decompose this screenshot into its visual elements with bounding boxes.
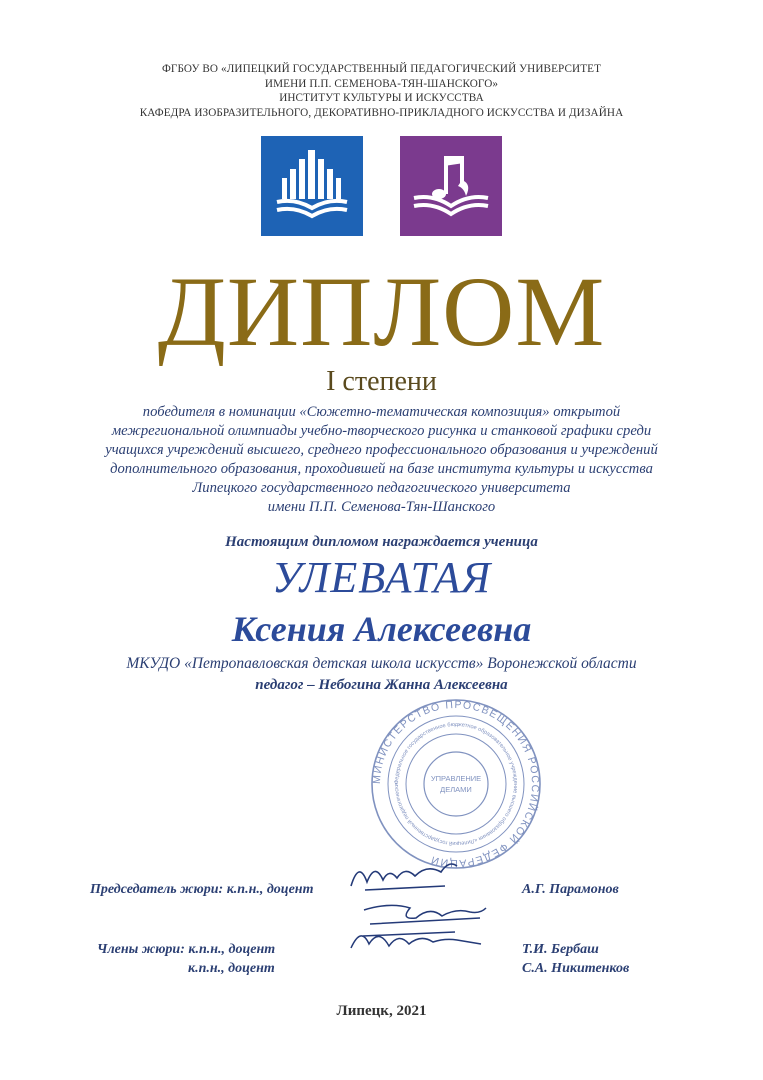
jury-chair-label: Председатель жюри: к.п.н., доцент — [90, 882, 314, 897]
header-line-4: КАФЕДРА ИЗОБРАЗИТЕЛЬНОГО, ДЕКОРАТИВНО-ПРИКЛАДНОГО ИСКУССТВА И ДИЗАЙНА — [139, 106, 624, 119]
seal-outer-text: МИНИСТЕРСТВО ПРОСВЕЩЕНИЯ РОССИЙСКОЙ ФЕДЕРАЦИИ — [370, 698, 542, 870]
jury-chair-name: А.Г. Парамонов — [522, 882, 619, 897]
recipient-teacher: педагог – Небогина Жанна Алексеевна — [255, 677, 508, 693]
description-line: межрегиональной олимпиады учебно-творческого рисунка и станковой графики среди — [111, 423, 652, 439]
description-line: учащихся учреждений высшего, среднего профессионального образования и учреждений — [105, 442, 658, 458]
city-year: Липецк, 2021 — [336, 1003, 427, 1019]
description-line: имени П.П. Семенова-Тян-Шанского — [267, 499, 496, 515]
diploma-degree: I степени — [326, 366, 437, 397]
recipient-name: Ксения Алексеевна — [231, 609, 532, 649]
seal-inner-text: Федеральное государственное бюджетное образовательное учреждение высшего образования «Липецкий государственный педагогически — [393, 721, 519, 847]
recipient-school: МКУДО «Петропавловская детская школа искусств» Воронежской области — [126, 655, 637, 672]
diploma-title: ДИПЛОМ — [157, 256, 606, 367]
official-seal-stamp — [370, 698, 542, 870]
description-line: победителя в номинации «Сюжетно-тематическая композиция» открытой — [142, 404, 621, 420]
music-note-book-logo-icon — [400, 136, 502, 236]
jury-member2-label: к.п.н., доцент — [188, 961, 275, 976]
jury-member1-name: Т.И. Бербаш — [522, 942, 599, 957]
institution-header — [0, 62, 763, 120]
awarded-text: Настоящим дипломом награждается ученица — [225, 534, 538, 550]
header-line-2: ИМЕНИ П.П. СЕМЕНОВА-ТЯН-ШАНСКОГО» — [264, 77, 499, 90]
university-book-logo-icon — [261, 136, 363, 236]
chair-signature — [345, 856, 465, 898]
description-line: Липецкого государственного педагогического университета — [192, 480, 571, 496]
diploma-description — [40, 403, 723, 517]
recipient-surname: УЛЕВАТАЯ — [271, 553, 492, 602]
member-signature-2 — [345, 922, 485, 954]
header-line-1: ФГБОУ ВО «ЛИПЕЦКИЙ ГОСУДАРСТВЕННЫЙ ПЕДАГОГИЧЕСКИЙ УНИВЕРСИТЕТ — [161, 63, 602, 75]
jury-member2-name: С.А. Никитенков — [522, 961, 630, 976]
header-line-3: ИНСТИТУТ КУЛЬТУРЫ И ИСКУССТВА — [279, 92, 484, 104]
description-line: дополнительного образования, проходившей на базе института культуры и искусства — [110, 461, 653, 477]
seal-center-line-1: УПРАВЛЕНИЕ — [430, 774, 482, 783]
seal-center-line-2: ДЕЛАМИ — [440, 785, 472, 794]
jury-members-label: Члены жюри: к.п.н., доцент — [97, 942, 276, 957]
